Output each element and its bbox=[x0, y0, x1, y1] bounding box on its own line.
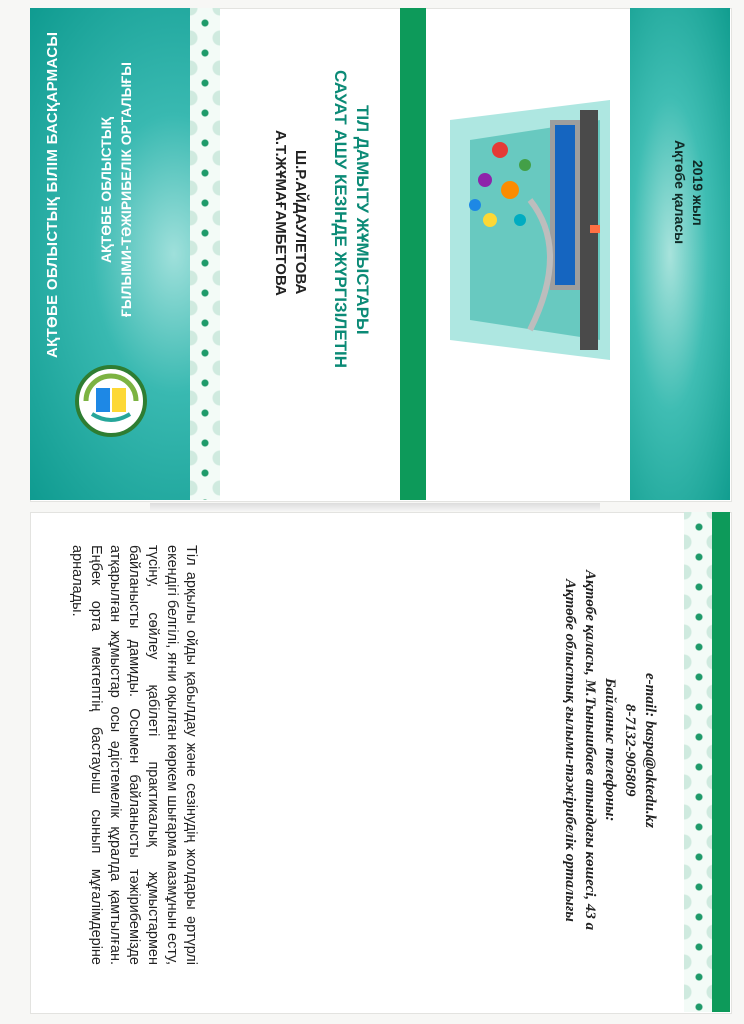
center-name-line1: АҚТӨБЕ ОБЛЫСТЫҚ bbox=[98, 116, 114, 264]
fold-line bbox=[150, 503, 600, 511]
contact-phone: 8-7132-905809 bbox=[622, 703, 638, 797]
author-2: Ш.Р.АЙДАУЛЕТОВА bbox=[292, 150, 309, 295]
book-title-line2: ТІЛ ДАМЫТУ ЖҰМЫСТАРЫ bbox=[353, 105, 372, 335]
cover-illustration bbox=[430, 90, 630, 370]
book-title-line1: САУАТ АШУ КЕЗІНДЕ ЖҮРГІЗІЛЕТІН bbox=[331, 70, 350, 369]
cover-ornament-strip bbox=[190, 8, 220, 500]
contact-org: Ақтөбе облыстық ғылыми-тәжірибелік орталығы bbox=[562, 578, 578, 922]
org-logo bbox=[72, 362, 150, 440]
back-ornament-strip bbox=[684, 512, 712, 1012]
contact-email[interactable]: e-mail: baspa@aktedu.kz bbox=[642, 672, 658, 828]
cover-green-strip bbox=[400, 8, 426, 500]
contact-address: Ақтөбе қаласы, М.Тынышбаев атындағы көшесі, 43 а bbox=[582, 569, 598, 931]
back-description: Тіл арқылы ойды қабылдау және сезінудің жолдары әртүрлі екендігі белгілі, яғни оқылған көркем шығарма мазмұнын есту, түсіну, сөйлеу қабілеті практикалық жұмыстармен байланысты дамиды. Осымен байланысты тәжірибемізде атқарылған жұмыстар осы әдістемелік құралда қамтылған. Еңбек орта мектептің бастауыш сынып мұғалімдеріне арналады. bbox=[69, 545, 199, 965]
back-green-strip bbox=[712, 512, 730, 1012]
publication-year: 2019 жыл bbox=[690, 160, 706, 226]
center-name-line2: ҒЫЛЫМИ-ТӘЖІРИБЕЛІК ОРТАЛЫҒЫ bbox=[118, 62, 134, 318]
city-name: Ақтөбе қаласы bbox=[672, 140, 688, 245]
author-1: А.Т.ЖҰМАҒАМБЕТОВА bbox=[272, 130, 289, 296]
department-name: АҚТӨБЕ ОБЛЫСТЫҚ БІЛІМ БАСҚАРМАСЫ bbox=[44, 31, 61, 359]
contact-phone-label: Байланыс телефоны: bbox=[602, 678, 618, 822]
